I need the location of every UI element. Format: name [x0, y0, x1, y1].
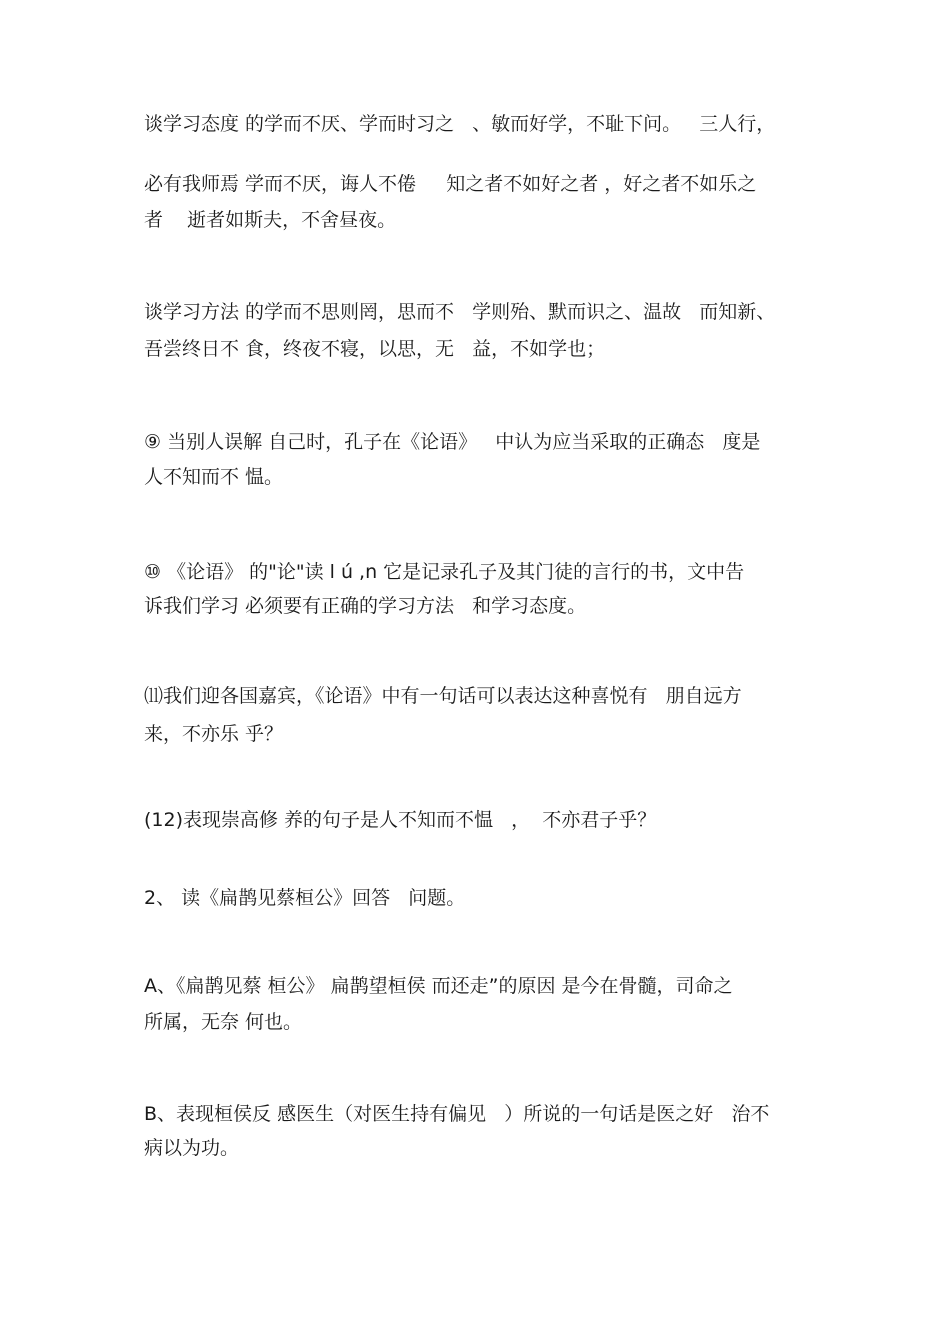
text-line-4: 谈学习方法 的学而不思则罔，思而不 学则殆、默而识之、温故 而知新、 [144, 301, 776, 323]
text-line-5: 吾尝终日不 食，终夜不寝，以思，无 益，不如学也； [144, 338, 606, 360]
text-line-11: 来，不亦乐 乎？ [144, 723, 284, 745]
text-line-3: 者 逝者如斯夫，不舍昼夜。 [144, 209, 397, 231]
text-line-14: A、《扁鹊见蔡 桓公》 扁鹊望桓侯 而还走”的原因 是今在骨髓，司命之 [144, 975, 733, 997]
text-line-1: 谈学习态度 的学而不厌、学而时习之 、敏而好学，不耻下问。 三人行， [144, 113, 776, 135]
text-line-9: 诉我们学习 必须要有正确的学习方法 和学习态度。 [144, 595, 587, 617]
text-line-7: 人不知而不 愠。 [144, 466, 284, 488]
text-line-6: ⑨ 当别人误解 自己时，孔子在《论语》 中认为应当采取的正确态 度是 [144, 431, 761, 453]
text-line-13: 2、 读《扁鹊见蔡桓公》回答 问题。 [144, 887, 466, 909]
text-line-17: 病以为功。 [144, 1137, 240, 1159]
text-line-2: 必有我师焉 学而不厌，诲人不倦 知之者不如好之者 ，好之者不如乐之 [144, 173, 757, 195]
text-line-8: ⑩ 《论语》 的"论"读 l ú ,n 它是记录孔子及其门徒的言行的书，文中告 [144, 561, 745, 583]
text-line-15: 所属，无奈 何也。 [144, 1011, 303, 1033]
text-line-16: B、表现桓侯反 感医生（对医生持有偏见 ）所说的一句话是医之好 治不 [144, 1103, 770, 1125]
text-line-12: (12)表现崇高修 养的句子是人不知而不愠 ， 不亦君子乎？ [144, 809, 657, 831]
text-line-10: ⑾我们迎各国嘉宾，《论语》中有一句话可以表达这种喜悦有 朋自远方 [144, 685, 742, 707]
